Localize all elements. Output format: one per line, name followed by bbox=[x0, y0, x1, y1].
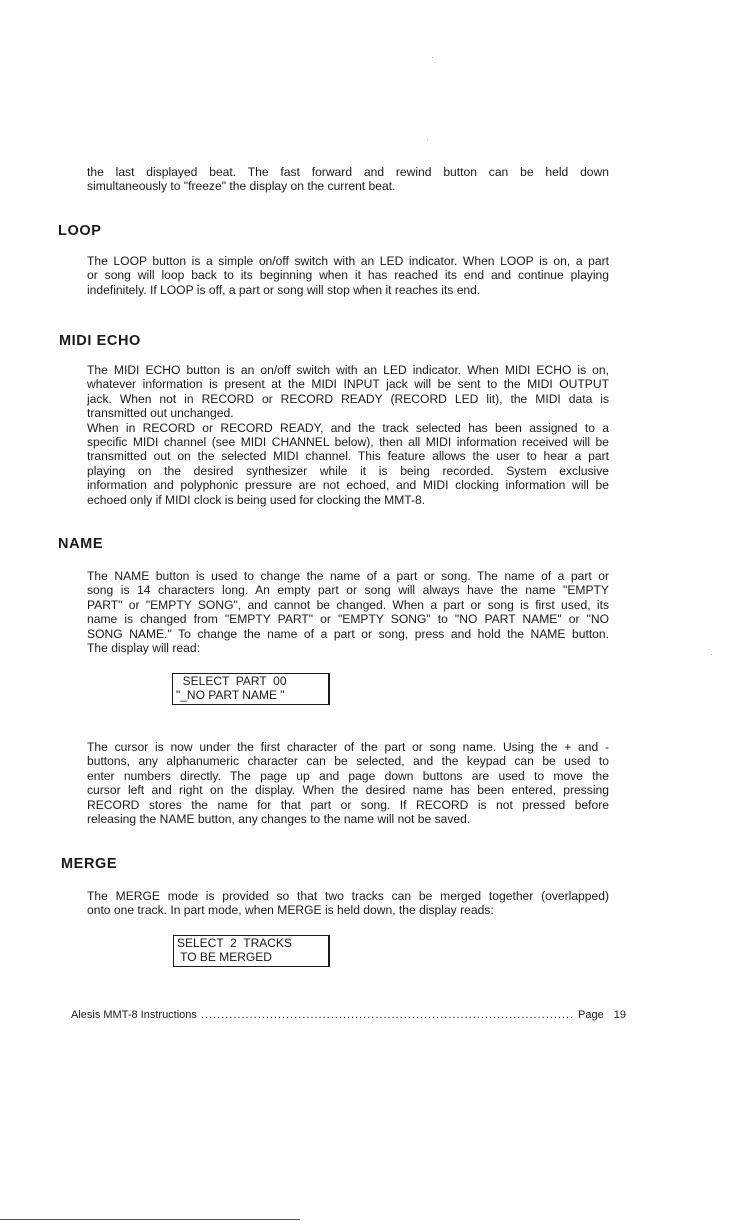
text-line: RECORD stores the name for that part or song. If RECORD is not pressed before bbox=[87, 797, 609, 812]
loop-paragraph bbox=[87, 254, 609, 297]
text-line: The display will read: bbox=[87, 641, 200, 656]
text-line: the last displayed beat. The fast forward and rewind button can be held down bbox=[87, 165, 609, 179]
merge-heading: MERGE bbox=[61, 856, 118, 872]
text-line: whatever information is present at the MIDI INPUT jack will be sent to the MIDI OUTPUT bbox=[87, 377, 609, 392]
text-line: The cursor is now under the first character of the part or song name. Using the + and - bbox=[87, 740, 609, 754]
text-line: echoed only if MIDI clock is being used for clocking the MMT-8. bbox=[87, 492, 426, 507]
text-line: transmitted out on the selected MIDI channel. This feature allows the user to hear a part bbox=[87, 449, 609, 464]
text-line: When in RECORD or RECORD READY, and the track selected has been assigned to a bbox=[87, 420, 609, 435]
intro-paragraph bbox=[87, 165, 609, 194]
text-line: The LOOP button is a simple on/off switch with an LED indicator. When LOOP is on, a part bbox=[87, 254, 609, 268]
text-line: indefinitely. If LOOP is off, a part or song will stop when it reaches its end. bbox=[87, 282, 481, 297]
merge-paragraph bbox=[87, 889, 609, 918]
scan-speck bbox=[427, 139, 428, 140]
text-line: The NAME button is used to change the name of a part or song. The name of a part or bbox=[87, 569, 609, 583]
text-line: or song will loop back to its beginning when it has reached its end and continue playing bbox=[87, 268, 609, 283]
text-line: playing on the desired synthesizer while it is being recorded. System exclusive bbox=[87, 463, 609, 478]
text-line: specific MIDI channel (see MIDI CHANNEL below), then all MIDI information received will be bbox=[87, 435, 609, 450]
leader-dots bbox=[201, 1009, 574, 1022]
midi-echo-heading: MIDI ECHO bbox=[59, 333, 141, 349]
name-paragraph-2 bbox=[87, 740, 609, 826]
midi-echo-paragraph bbox=[87, 363, 609, 507]
lcd-line-2: "_NO PART NAME " bbox=[176, 687, 285, 702]
scan-speck bbox=[711, 654, 712, 655]
text-line: transmitted out unchanged. bbox=[87, 406, 234, 421]
lcd-line-2: TO BE MERGED bbox=[177, 949, 272, 964]
text-line: song is 14 characters long. An empty part or song will always have the name "EMPTY bbox=[87, 583, 609, 598]
text-line: PART" or "EMPTY SONG", and cannot be changed. When a part or song is first used, its bbox=[87, 597, 609, 612]
scan-speck bbox=[432, 57, 433, 58]
text-line: The MIDI ECHO button is an on/off switch with an LED indicator. When MIDI ECHO is on, bbox=[87, 363, 609, 377]
text-line: onto one track. In part mode, when MERGE is held down, the display reads: bbox=[87, 903, 494, 918]
footer-page-label: Page bbox=[578, 1009, 604, 1021]
text-line: simultaneously to "freeze" the display on the current beat. bbox=[87, 179, 396, 194]
text-line: enter numbers directly. The page up and page down buttons are used to move the bbox=[87, 768, 609, 783]
text-line: buttons, any alphanumeric character can be selected, and the keypad can be used to bbox=[87, 754, 609, 769]
text-line: information and polyphonic pressure are not echoed, and MIDI clocking information will be bbox=[87, 478, 609, 493]
text-line: cursor left and right on the display. When the desired name has been entered, pressing bbox=[87, 783, 609, 798]
lcd-display-name bbox=[172, 673, 330, 705]
scan-edge-line bbox=[0, 1219, 300, 1220]
text-line: The MERGE mode is provided so that two tracks can be merged together (overlapped) bbox=[87, 889, 609, 903]
lcd-line-1: SELECT PART 00 bbox=[176, 674, 287, 688]
footer-page-number: 19 bbox=[613, 1009, 626, 1021]
lcd-display-merge bbox=[173, 935, 330, 967]
name-heading: NAME bbox=[58, 536, 104, 552]
text-line: jack. When not in RECORD or RECORD READY (RECORD LED lit), the MIDI data is bbox=[87, 391, 609, 406]
page-footer bbox=[71, 1009, 626, 1022]
loop-heading: LOOP bbox=[58, 223, 102, 239]
footer-title: Alesis MMT-8 Instructions bbox=[71, 1009, 197, 1021]
name-paragraph bbox=[87, 569, 609, 655]
text-line: name is changed from "EMPTY PART" or "EMPTY SONG" to "NO PART NAME" or "NO bbox=[87, 612, 609, 627]
text-line: SONG NAME." To change the name of a part or song, press and hold the NAME button. bbox=[87, 626, 609, 641]
lcd-line-1: SELECT 2 TRACKS bbox=[177, 936, 292, 950]
text-line: releasing the NAME button, any changes to the name will not be saved. bbox=[87, 812, 471, 827]
